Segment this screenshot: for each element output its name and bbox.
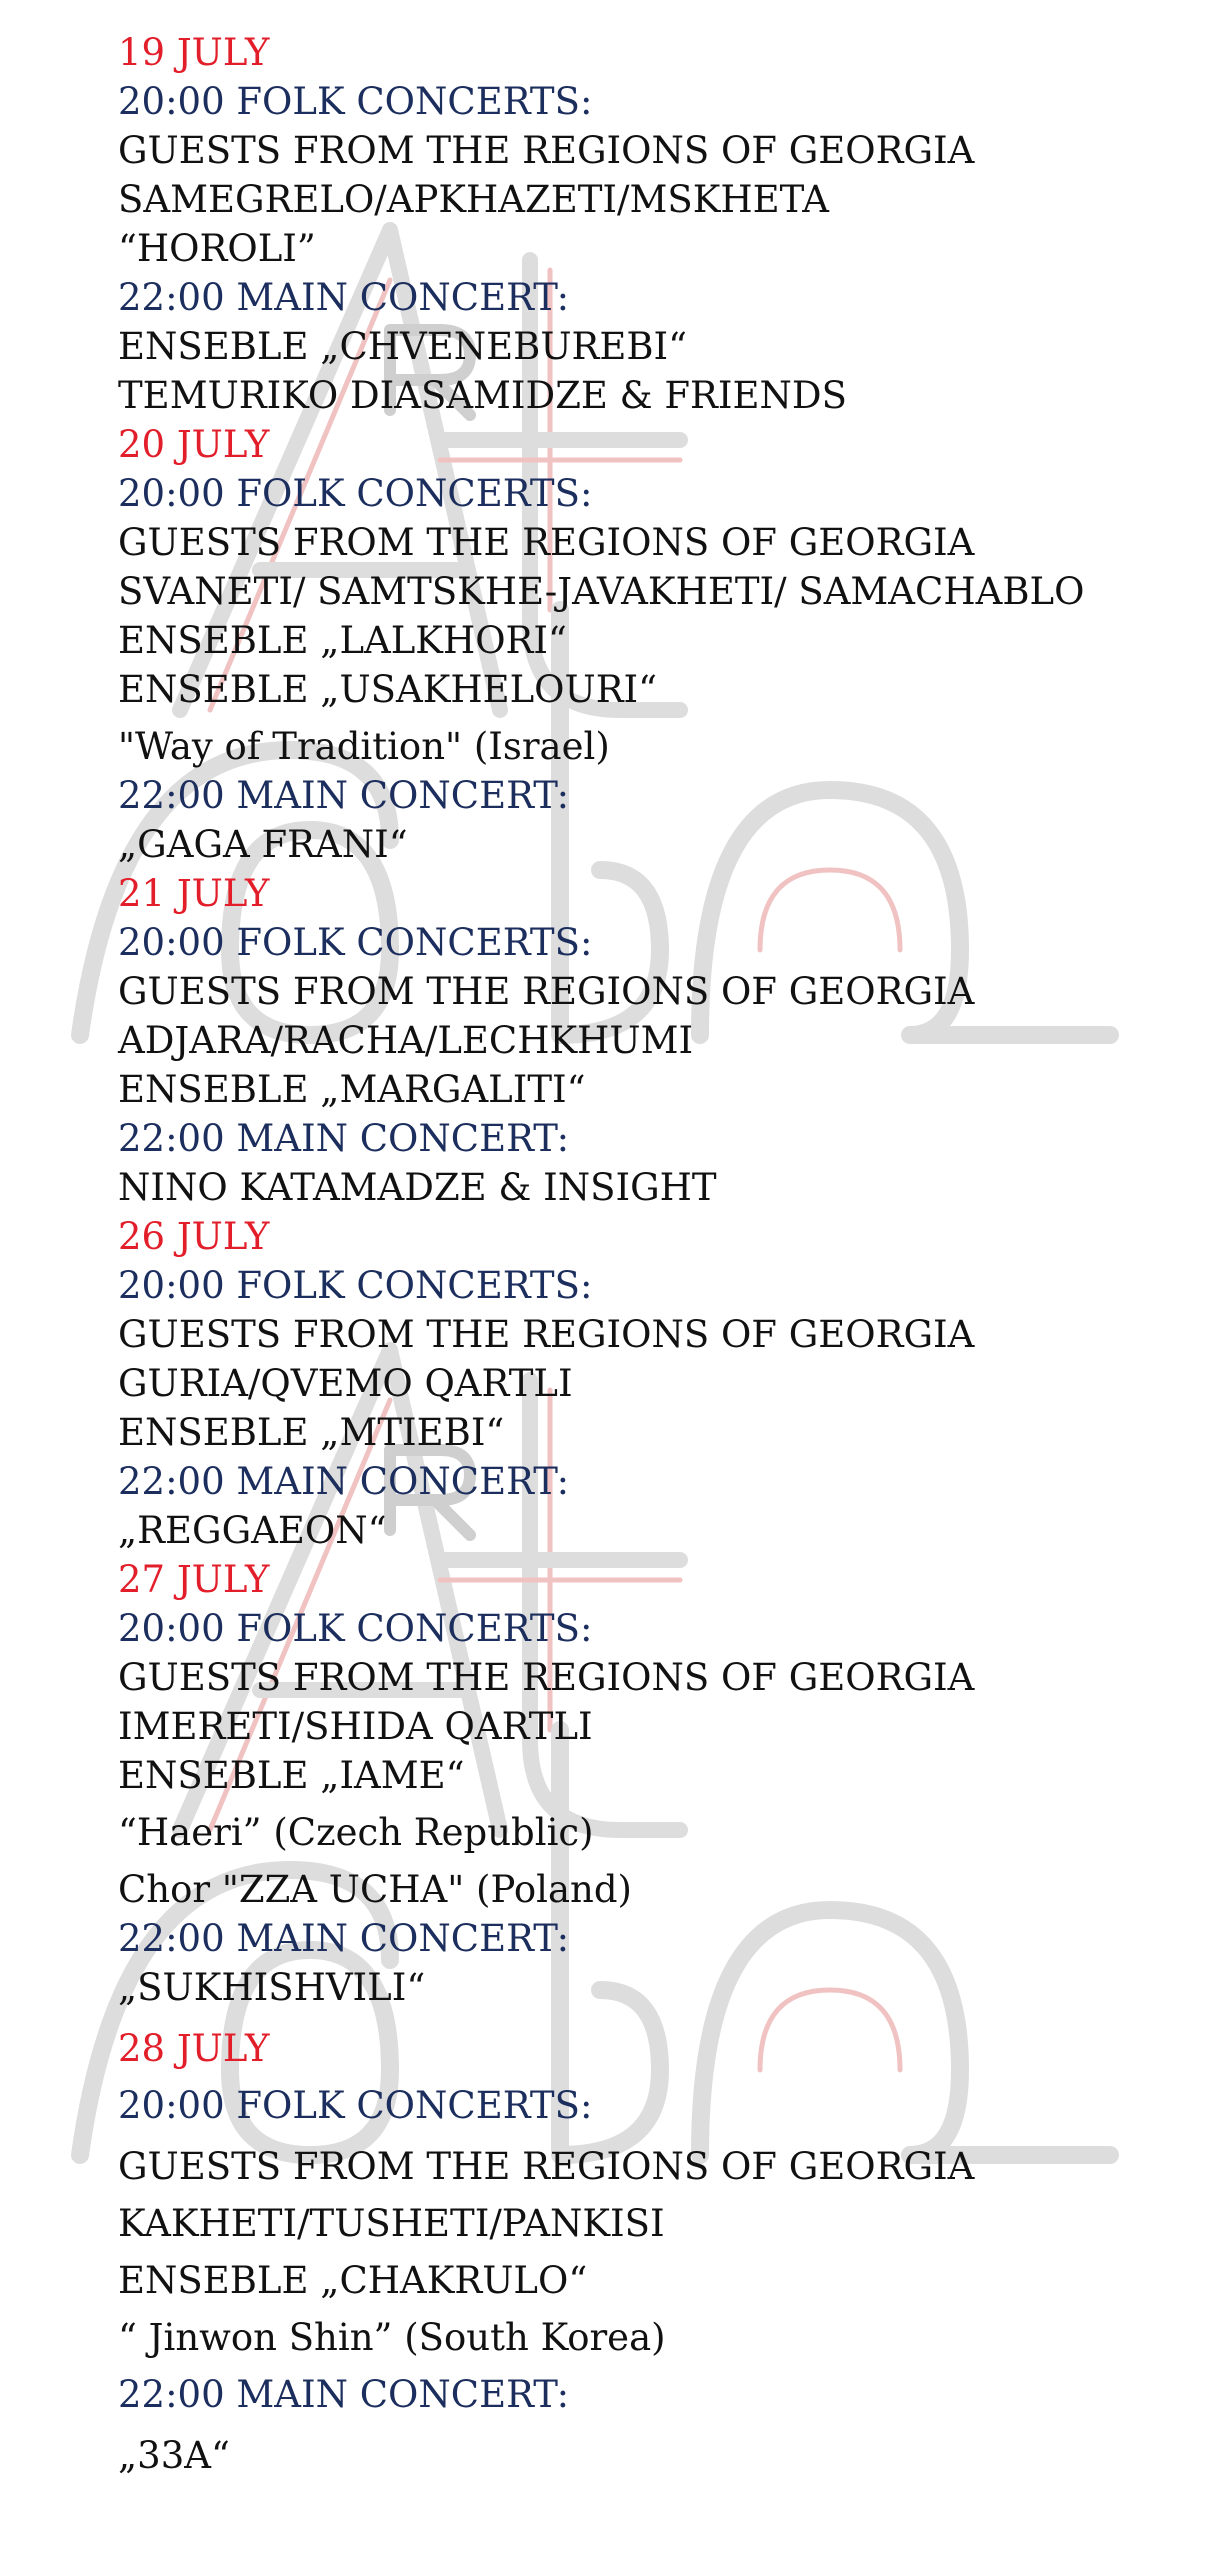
program-line: KAKHETI/TUSHETI/PANKISI: [118, 2202, 665, 2245]
program-line: GURIA/QVEMO QARTLI: [118, 1362, 573, 1405]
program-line: TEMURIKO DIASAMIDZE & FRIENDS: [118, 374, 847, 417]
program-line: „GAGA FRANI“: [118, 823, 408, 866]
program-line: ENSEBLE „IAME“: [118, 1754, 465, 1797]
program-line: GUESTS FROM THE REGIONS OF GEORGIA: [118, 2145, 975, 2188]
day-date: 26 JULY: [118, 1215, 270, 1258]
day-date: 28 JULY: [118, 2027, 270, 2070]
program-line: ENSEBLE „CHVENEBUREBI“: [118, 325, 688, 368]
program-line: ENSEBLE „CHAKRULO“: [118, 2259, 588, 2302]
program-line: "Way of Tradition" (Israel): [118, 725, 610, 768]
program-line: „SUKHISHVILI“: [118, 1966, 426, 2009]
concert-program: [118, 28, 1178, 2480]
main-concert-heading: 22:00 MAIN CONCERT:: [118, 774, 570, 817]
program-line: GUESTS FROM THE REGIONS OF GEORGIA: [118, 129, 975, 172]
program-line: ADJARA/RACHA/LECHKHUMI: [118, 1019, 694, 1062]
day-date: 27 JULY: [118, 1558, 270, 1601]
program-line: „33A“: [118, 2434, 230, 2477]
program-line: NINO KATAMADZE & INSIGHT: [118, 1166, 717, 1209]
main-concert-heading: 22:00 MAIN CONCERT:: [118, 1460, 570, 1503]
program-line: ENSEBLE „MARGALITI“: [118, 1068, 586, 1111]
day-date: 20 JULY: [118, 423, 270, 466]
program-line: Chor "ZZA UCHA" (Poland): [118, 1868, 632, 1911]
program-line: ENSEBLE „USAKHELOURI“: [118, 668, 658, 711]
folk-concerts-heading: 20:00 FOLK CONCERTS:: [118, 1264, 593, 1307]
folk-concerts-heading: 20:00 FOLK CONCERTS:: [118, 80, 593, 123]
main-concert-heading: 22:00 MAIN CONCERT:: [118, 1917, 570, 1960]
main-concert-heading: 22:00 MAIN CONCERT:: [118, 2373, 570, 2416]
program-line: GUESTS FROM THE REGIONS OF GEORGIA: [118, 521, 975, 564]
program-line: “Haeri” (Czech Republic): [118, 1811, 594, 1854]
program-line: ENSEBLE „MTIEBI“: [118, 1411, 505, 1454]
program-line: SAMEGRELO/APKHAZETI/MSKHETA: [118, 178, 830, 221]
main-concert-heading: 22:00 MAIN CONCERT:: [118, 276, 570, 319]
program-line: „REGGAEON“: [118, 1509, 387, 1552]
folk-concerts-heading: 20:00 FOLK CONCERTS:: [118, 2084, 593, 2127]
program-line: GUESTS FROM THE REGIONS OF GEORGIA: [118, 1313, 975, 1356]
main-concert-heading: 22:00 MAIN CONCERT:: [118, 1117, 570, 1160]
program-line: GUESTS FROM THE REGIONS OF GEORGIA: [118, 1656, 975, 1699]
program-line: ENSEBLE „LALKHORI“: [118, 619, 567, 662]
folk-concerts-heading: 20:00 FOLK CONCERTS:: [118, 472, 593, 515]
program-line: “ Jinwon Shin” (South Korea): [118, 2316, 666, 2359]
program-line: SVANETI/ SAMTSKHE-JAVAKHETI/ SAMACHABLO: [118, 570, 1085, 613]
day-date: 21 JULY: [118, 872, 270, 915]
folk-concerts-heading: 20:00 FOLK CONCERTS:: [118, 1607, 593, 1650]
day-date: 19 JULY: [118, 31, 270, 74]
program-line: IMERETI/SHIDA QARTLI: [118, 1705, 593, 1748]
program-line: GUESTS FROM THE REGIONS OF GEORGIA: [118, 970, 975, 1013]
folk-concerts-heading: 20:00 FOLK CONCERTS:: [118, 921, 593, 964]
program-line: “HOROLI”: [118, 227, 316, 270]
